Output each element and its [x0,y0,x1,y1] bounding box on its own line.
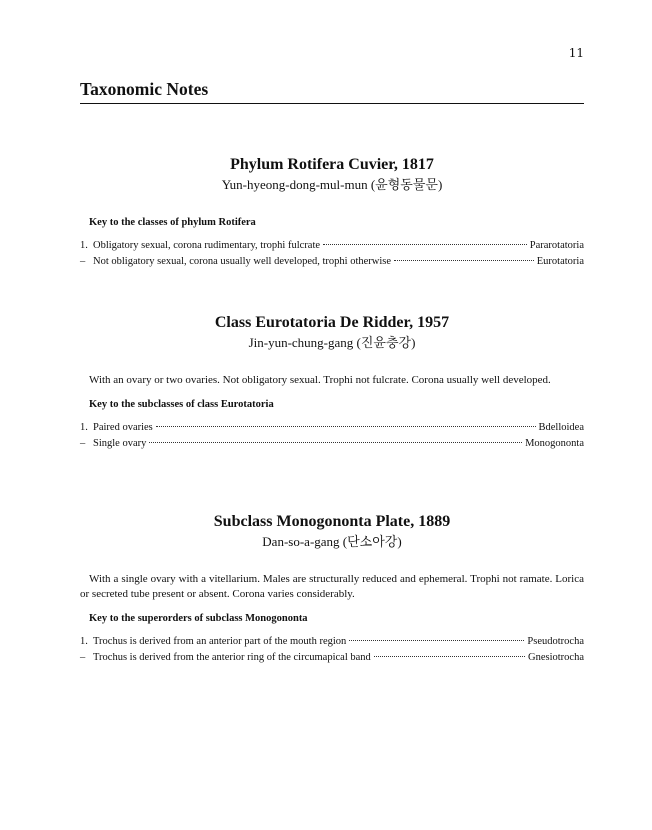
dot-leader [374,655,525,657]
section-class-eurotatoria [80,313,584,452]
key-taxon: Eurotatoria [536,256,584,267]
running-head: Taxonomic Notes [80,79,584,104]
key-text: Not obligatory sexual, corona usually well developed, trophi otherwise [93,256,392,267]
identification-key [80,420,584,452]
key-taxon: Gnesiotrocha [528,652,584,663]
dot-leader [394,259,534,261]
key-title: Key to the superorders of subclass Monogononta [89,613,308,624]
dot-leader [323,243,527,245]
key-row [80,254,584,270]
section-phylum-rotifera [80,155,584,270]
section-subtitle: Jin-yun-chung-gang (진윤충강) [248,335,416,350]
key-row [80,436,584,452]
key-text: Obligatory sexual, corona rudimentary, trophi fulcrate [93,240,321,251]
key-text: Trochus is derived from an anterior part of the mouth region [93,636,347,647]
key-mark: – [80,256,86,267]
key-mark: – [80,652,86,663]
key-taxon: Monogononta [525,438,584,449]
page-number: 11 [568,46,584,60]
identification-key [80,238,584,270]
identification-key [80,634,584,666]
section-subtitle: Yun-hyeong-dong-mul-mun (윤형동물문) [221,177,443,192]
key-row [80,420,584,436]
dot-leader [349,639,524,641]
section-title: Phylum Rotifera Cuvier, 1817 [230,156,434,173]
section-title: Subclass Monogononta Plate, 1889 [213,513,451,530]
section-description: With a single ovary with a vitellarium. Males are structurally reduced and ephemeral. Trophi not ramate. Lorica or secreted tube present or absent. Corona varies considerably. [80,573,584,600]
key-text: Single ovary [93,438,147,449]
key-text: Trochus is derived from the anterior ring of the circumapical band [93,652,371,663]
key-title: Key to the classes of phylum Rotifera [89,217,256,228]
key-text: Paired ovaries [93,422,153,433]
key-row [80,634,584,650]
dot-leader [156,425,536,427]
key-taxon: Pseudotrocha [527,636,584,647]
key-mark: – [80,438,86,449]
section-subtitle: Dan-so-a-gang (단소아강) [262,534,402,549]
dot-leader [149,441,522,443]
key-mark: 1. [80,422,88,433]
key-row [80,650,584,666]
key-title: Key to the subclasses of class Eurotatoria [89,399,274,410]
key-taxon: Bdelloidea [538,422,584,433]
key-mark: 1. [80,636,88,647]
section-title: Class Eurotatoria De Ridder, 1957 [214,314,450,331]
section-subclass-monogononta [80,512,584,666]
key-mark: 1. [80,240,88,251]
section-description: With an ovary or two ovaries. Not obligatory sexual. Trophi not fulcrate. Corona usually well developed. [89,374,551,386]
key-taxon: Pararotatoria [529,240,584,251]
key-row [80,238,584,254]
